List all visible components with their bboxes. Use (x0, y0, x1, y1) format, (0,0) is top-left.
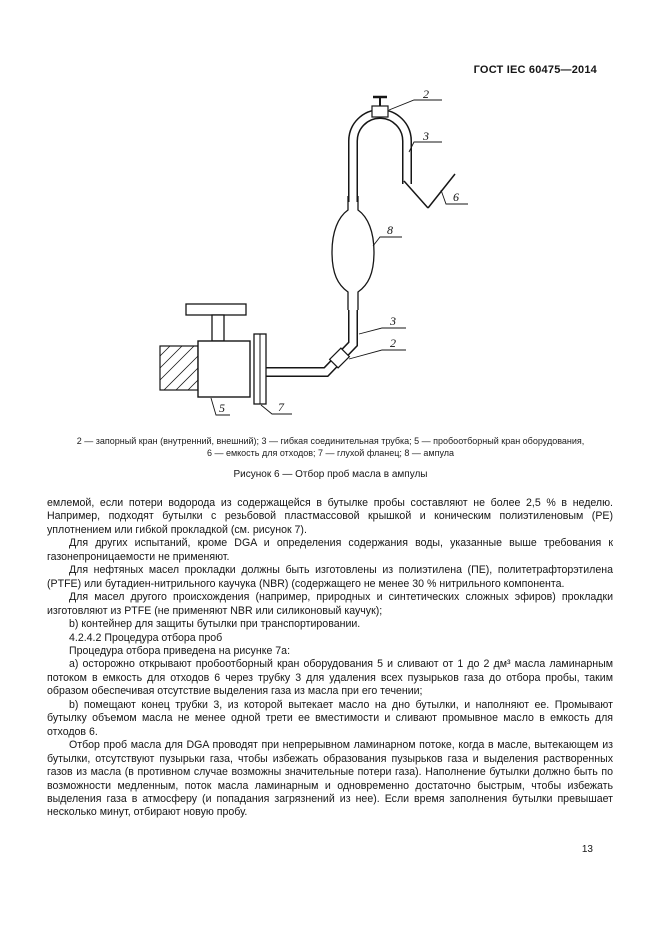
figure-label-top-tube: 3 (423, 129, 429, 143)
paragraph: b) помещают конец трубки 3, из которой вытекает масло на дно бутылки, и наполняют ее. Промывают бутылку объемом масла не менее одной трети ее вместимости и сливают промывное масло в емкость для отходов 6. (47, 698, 613, 738)
paragraph: Процедура отбора приведена на рисунке 7а: (69, 644, 291, 657)
top-stopcock (372, 97, 388, 117)
paragraph: b) контейнер для защиты бутылки при транспортировании. (69, 618, 361, 631)
paragraph: Для нефтяных масел прокладки должны быть изготовлены из полиэтилена (ПЕ), политетрафторэтилена (PTFE) или бутадиен-нитрильного каучука (NBR) (содержащего не менее 30 % нитрильного компонента. (47, 564, 613, 590)
figure-caption (30, 436, 631, 459)
figure-label-lower-valve: 2 (390, 336, 396, 350)
standard-number-header: ГОСТ IEC 60475—2014 (473, 64, 597, 76)
paragraph: Отбор проб масла для DGA проводят при непрерывном ламинарном потоке, когда в масле, вытекающем из бутылки, отсутствуют пузырьки газа, чтобы избежать образования пузырьков газа и выделения растворенных газов из масла (в противном случае возможны значительные потери газа). Наполнение бутылки должно быть по возможности медленным, поток масла ламинарным и одновременно достаточно быстрым, чтобы избежать выделения газа в атмосферу (и попадания загрязнений из нее). Если время заполнения бутылки превышает несколько минут, отбирают новую пробу. (47, 739, 613, 819)
figure-caption-line2: 6 — емкость для отходов; 7 — глухой фланец; 8 — ампула (206, 447, 455, 458)
figure-label-flange: 7 (278, 400, 284, 414)
blank-flange (254, 334, 266, 404)
figure-label-equipment-valve: 5 (219, 401, 225, 415)
paragraph: a) осторожно открывают пробоотборный кран оборудования 5 и сливают от 1 до 2 дм³ масла ламинарным потоком в емкость для отходов 6 через трубку 3 для удаления всех пузырьков газа до отбора пробы, таким образом обеспечивая отсутствие выделения газа из масла при его течении; (47, 658, 613, 698)
figure-label-lower-tube: 3 (390, 314, 396, 328)
page-number: 13 (581, 844, 593, 855)
paragraph: Для масел другого происхождения (например, природных и синтетических сложных эфиров) прокладки изготовляют из PTFE (не применяют NBR или силиконовый каучук); (47, 591, 613, 617)
figure-label-top-valve: 2 (423, 87, 429, 101)
paragraph: емлемой, если потери водорода из содержащейся в бутылке пробы составляют не более 2,5 % в неделю. Например, подходят бутылки с резьбовой пластмассовой крышкой и коническим полиэтиленовым (PE) уплотнением или гибкой прокладкой (см. рисунок 7). (47, 497, 613, 536)
ampoule (332, 196, 374, 310)
figure-label-waste: 6 (453, 190, 459, 204)
figure-title: Рисунок 6 — Отбор проб масла в ампулы (233, 469, 428, 480)
figure-caption-line1: 2 — запорный кран (внутренний, внешний); 3 — гибкая соединительная трубка; 5 — пробоотборный кран оборудования, (76, 436, 585, 446)
hook-tube (353, 114, 407, 202)
equipment-pipe (160, 346, 198, 390)
figure-diagram (158, 84, 498, 432)
figure-label-ampoule: 8 (387, 223, 393, 237)
paragraph: Для других испытаний, кроме DGA и определения содержания воды, указанные выше требования к газонепроницаемости не применяют. (47, 537, 613, 563)
subclause-heading: 4.2.4.2 Процедура отбора проб (69, 631, 223, 644)
body-text (47, 497, 613, 820)
